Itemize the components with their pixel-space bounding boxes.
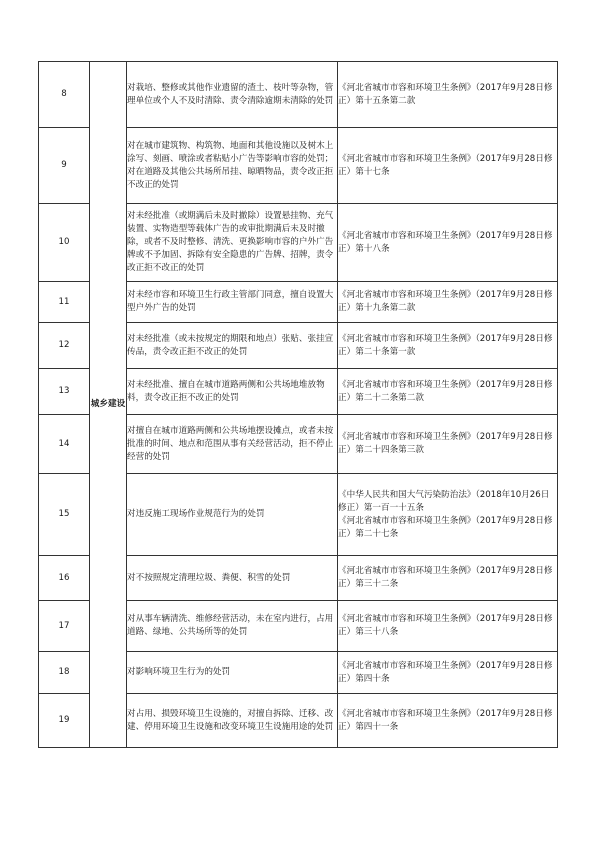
basis-line: 《河北省城市市容和环境卫生条例》（2017年9月28日修正）第十九条第二款 — [338, 290, 553, 313]
row-number: 15 — [39, 474, 90, 556]
item-description: 对未经批准（或期满后未及时撤除）设置悬挂物、充气装置、实物造型等载体广告的或审批期满后未及时撤除，或者不及时整修、清洗、更换影响市容的户外广告牌或不予加固、拆除有安全隐患的广告牌、招牌，责令改正拒不改正的处罚 — [127, 204, 338, 282]
basis-line: 《河北省城市市容和环境卫生条例》（2017年9月28日修正）第三十二条 — [338, 566, 553, 589]
item-description: 对未经批准、擅自在城市道路两侧和公共场地堆放物料，责令改正拒不改正的处罚 — [127, 369, 338, 415]
basis-line: 《河北省城市市容和环境卫生条例》（2017年9月28日修正）第十七条 — [338, 153, 553, 177]
legal-basis — [338, 415, 558, 474]
item-description: 对从事车辆清洗、维修经营活动，未在室内进行，占用道路、绿地、公共场所等的处罚 — [127, 601, 338, 652]
legal-basis — [338, 652, 558, 694]
item-description: 对占用、损毁环境卫生设施的，对擅自拆除、迁移、改建、停用环境卫生设施和改变环境卫生设施用途的处罚 — [127, 694, 338, 748]
row-number: 19 — [39, 694, 90, 748]
row-number: 10 — [39, 204, 90, 282]
table-row — [39, 62, 558, 128]
item-description: 对未经市容和环境卫生行政主管部门同意，擅自设置大型户外广告的处罚 — [127, 282, 338, 323]
item-description: 对不按照规定清理垃圾、粪便、积雪的处罚 — [127, 556, 338, 601]
item-description: 对在城市建筑物、构筑物、地面和其他设施以及树木上涂写、刻画、喷涂或者粘贴小广告等影响市容的处罚；对在道路及其他公共场所吊挂、晾晒物品，责令改正拒不改正的处罚 — [127, 128, 338, 204]
basis-line: 《河北省城市市容和环境卫生条例》（2017年9月28日修正）第四十一条 — [338, 708, 553, 732]
row-number: 16 — [39, 556, 90, 601]
legal-basis — [338, 694, 558, 748]
legal-basis — [338, 282, 558, 323]
row-number: 12 — [39, 323, 90, 369]
basis-line: 《河北省城市市容和环境卫生条例》（2017年9月28日修正）第二十二条第二款 — [338, 379, 553, 403]
row-number: 18 — [39, 652, 90, 694]
basis-line: 《河北省城市市容和环境卫生条例》（2017年9月28日修正）第十八条 — [338, 230, 553, 254]
penalty-table — [38, 61, 558, 748]
basis-line: 《河北省城市市容和环境卫生条例》（2017年9月28日修正）第十五条第二款 — [338, 82, 553, 106]
legal-basis — [338, 323, 558, 369]
basis-line: 《河北省城市市容和环境卫生条例》（2017年9月28日修正）第三十八条 — [338, 614, 553, 637]
item-description: 对擅自在城市道路两侧和公共场地摆设摊点，或者未按批准的时间、地点和范围从事有关经营活动，拒不停止经营的处罚 — [127, 415, 338, 474]
row-number: 17 — [39, 601, 90, 652]
row-number: 9 — [39, 128, 90, 204]
item-description: 对栽培、整修或其他作业遗留的渣土、枝叶等杂物，管理单位或个人不及时清除、责令清除逾期未清除的处罚 — [127, 62, 338, 128]
basis-line: 《河北省城市市容和环境卫生条例》（2017年9月28日修正）第二十四条第三款 — [338, 432, 553, 455]
row-number: 11 — [39, 282, 90, 323]
category-cell: 城乡建设 — [90, 62, 127, 748]
row-number: 13 — [39, 369, 90, 415]
basis-line: 《中华人民共和国大气污染防治法》（2018年10月26日修正）第一百一十五条 — [338, 489, 550, 513]
legal-basis — [338, 601, 558, 652]
legal-basis — [338, 128, 558, 204]
item-description: 对未经批准（或未按规定的期限和地点）张贴、张挂宣传品，责令改正拒不改正的处罚 — [127, 323, 338, 369]
item-description: 对违反施工现场作业规范行为的处罚 — [127, 474, 338, 556]
legal-basis — [338, 369, 558, 415]
item-description: 对影响环境卫生行为的处罚 — [127, 652, 338, 694]
basis-line: 《河北省城市市容和环境卫生条例》（2017年9月28日修正）第二十七条 — [338, 515, 553, 539]
basis-line: 《河北省城市市容和环境卫生条例》（2017年9月28日修正）第四十条 — [338, 660, 553, 684]
row-number: 8 — [39, 62, 90, 128]
legal-basis — [338, 204, 558, 282]
basis-line: 《河北省城市市容和环境卫生条例》（2017年9月28日修正）第二十条第一款 — [338, 333, 553, 357]
legal-basis — [338, 474, 558, 556]
row-number: 14 — [39, 415, 90, 474]
legal-basis — [338, 556, 558, 601]
legal-basis — [338, 62, 558, 128]
